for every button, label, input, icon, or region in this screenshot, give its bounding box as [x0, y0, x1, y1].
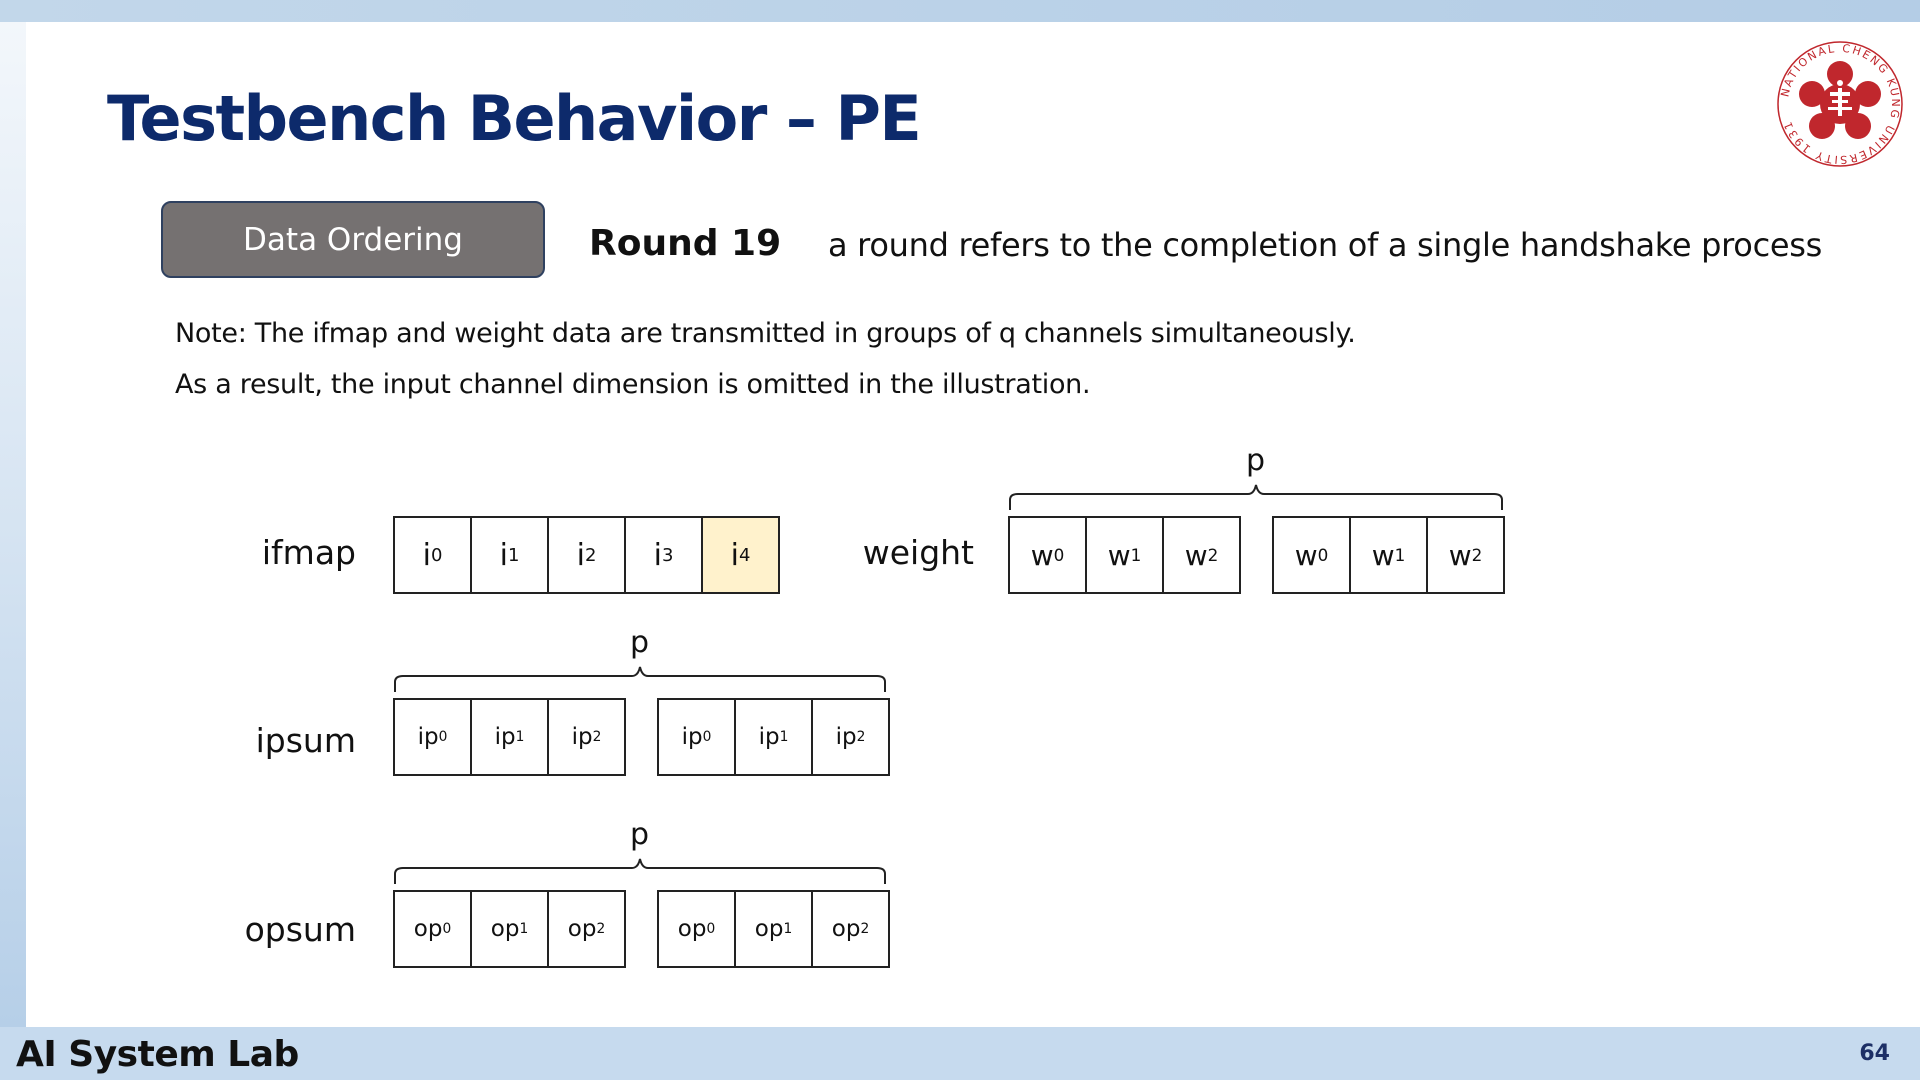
- opsum-cell: op 0: [395, 892, 472, 966]
- ifmap-cell-highlighted: i 4: [703, 518, 778, 592]
- round-description: a round refers to the completion of a single handshake process: [828, 226, 1823, 264]
- round-label: Round 19: [589, 223, 782, 264]
- svg-text:NATIONAL CHENG KUNG UNIVERSITY: NATIONAL CHENG KUNG UNIVERSITY 1931: [1778, 41, 1903, 167]
- opsum-brace-label: p: [630, 817, 650, 852]
- note-line-1: Note: The ifmap and weight data are transmitted in groups of q channels simultaneously.: [175, 318, 1356, 349]
- ipsum-brace-label: p: [630, 625, 650, 660]
- opsum-cell: op 1: [736, 892, 813, 966]
- ifmap-group: [393, 516, 780, 594]
- weight-label: weight: [862, 533, 974, 572]
- top-frame-bar: [0, 0, 1920, 22]
- ipsum-label: ipsum: [255, 721, 356, 760]
- ifmap-cell: i 0: [395, 518, 472, 592]
- ipsum-cell: ip 2: [549, 700, 624, 774]
- weight-cell: w 2: [1428, 518, 1503, 592]
- slide-title: Testbench Behavior – PE: [107, 82, 921, 155]
- opsum-group-2: [657, 890, 890, 968]
- weight-cell: w 1: [1087, 518, 1164, 592]
- weight-cell: w 0: [1010, 518, 1087, 592]
- ifmap-label: ifmap: [261, 533, 356, 572]
- weight-brace: [1008, 482, 1504, 512]
- ifmap-cell: i 2: [549, 518, 626, 592]
- data-ordering-button[interactable]: Data Ordering: [161, 201, 545, 278]
- ipsum-group-2: [657, 698, 890, 776]
- ipsum-cell: ip 0: [659, 700, 736, 774]
- ipsum-brace: [393, 664, 887, 694]
- note-line-2: As a result, the input channel dimension is omitted in the illustration.: [175, 369, 1091, 400]
- ipsum-cell: ip 2: [813, 700, 888, 774]
- ipsum-cell: ip 1: [472, 700, 549, 774]
- opsum-cell: op 2: [549, 892, 624, 966]
- opsum-cell: op 0: [659, 892, 736, 966]
- ipsum-group-1: [393, 698, 626, 776]
- ifmap-cell: i 3: [626, 518, 703, 592]
- weight-cell: w 1: [1351, 518, 1428, 592]
- ipsum-cell: ip 1: [736, 700, 813, 774]
- footer-lab-name: AI System Lab: [16, 1034, 299, 1075]
- opsum-brace: [393, 856, 887, 886]
- opsum-group-1: [393, 890, 626, 968]
- weight-group-1: [1008, 516, 1241, 594]
- page-number: 64: [1859, 1041, 1890, 1066]
- weight-cell: w 2: [1164, 518, 1239, 592]
- ncku-university-seal-icon: [1770, 34, 1910, 174]
- opsum-label: opsum: [244, 910, 356, 949]
- weight-brace-label: p: [1246, 443, 1266, 478]
- ipsum-cell: ip 0: [395, 700, 472, 774]
- opsum-cell: op 1: [472, 892, 549, 966]
- weight-cell: w 0: [1274, 518, 1351, 592]
- weight-group-2: [1272, 516, 1505, 594]
- opsum-cell: op 2: [813, 892, 888, 966]
- ifmap-cell: i 1: [472, 518, 549, 592]
- left-frame-bar: [0, 22, 26, 1027]
